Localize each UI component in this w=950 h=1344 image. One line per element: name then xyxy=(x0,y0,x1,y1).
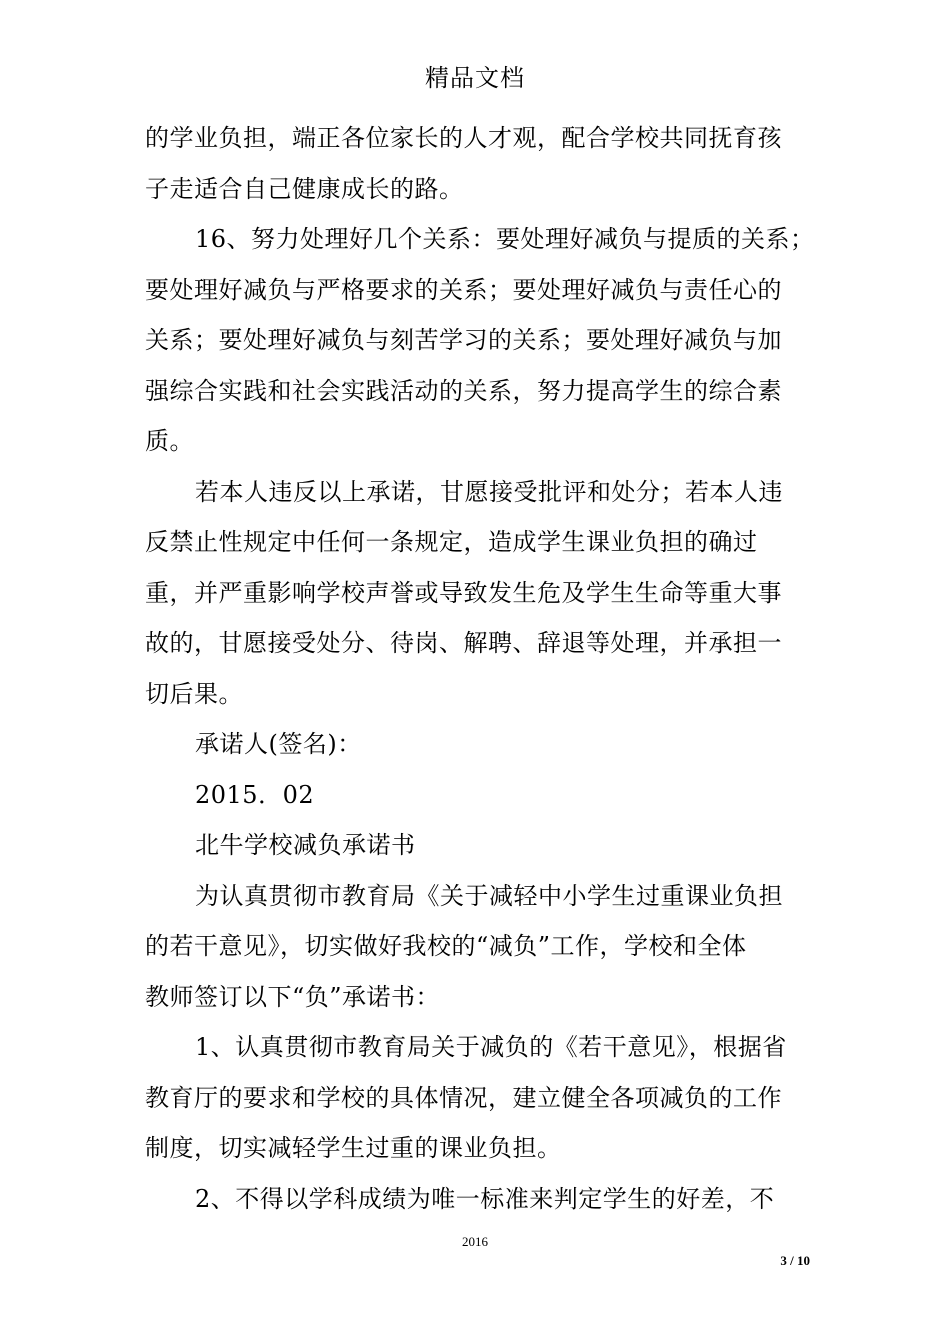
text-line: 强综合实践和社会实践活动的关系，努力提高学生的综合素 xyxy=(145,376,782,405)
text-line: 子走适合自己健康成长的路。 xyxy=(145,174,464,203)
section-title: 北牛学校减负承诺书 xyxy=(195,831,416,859)
text-line: 要处理好减负与严格要求的关系；要处理好减负与责任心的 xyxy=(145,275,782,304)
page-number: 3 / 10 xyxy=(780,1253,810,1268)
text-line: 重，并严重影响学校声誉或导致发生危及学生生命等重大事 xyxy=(145,578,782,607)
text-line: 1、认真贯彻市教育局关于减负的《若干意见》，根据省 xyxy=(195,1033,787,1061)
text-line: 2、不得以学科成绩为唯一标准来判定学生的好差，不 xyxy=(195,1184,775,1213)
text-line: 反禁止性规定中任何一条规定，造成学生课业负担的确过 xyxy=(145,528,758,556)
text-line: 质。 xyxy=(145,427,194,455)
text-line: 若本人违反以上承诺，甘愿接受批评和处分；若本人违 xyxy=(195,477,783,506)
page-header-title: 精品文档 xyxy=(425,64,525,92)
text-line: 故的，甘愿接受处分、待岗、解聘、辞退等处理，并承担一 xyxy=(145,629,782,657)
text-line: 教育厅的要求和学校的具体情况，建立健全各项减负的工作 xyxy=(145,1083,782,1112)
text-line: 制度，切实减轻学生过重的课业负担。 xyxy=(145,1134,562,1162)
text-line: 的若干意见》，切实做好我校的“减负”工作，学校和全体 xyxy=(145,932,747,960)
date-line: 2015．02 xyxy=(195,780,315,809)
signature-line: 承诺人(签名)： xyxy=(195,730,362,758)
text-line: 的学业负担，端正各位家长的人才观，配合学校共同抚育孩 xyxy=(145,124,782,152)
document-body xyxy=(145,113,815,1224)
text-line: 16、努力处理好几个关系：要处理好减负与提质的关系； xyxy=(195,225,815,253)
text-line: 教师签订以下“负”承诺书： xyxy=(145,982,441,1011)
footer-year: 2016 xyxy=(462,1234,488,1249)
text-line: 为认真贯彻市教育局《关于减轻中小学生过重课业负担 xyxy=(195,881,783,910)
text-line: 切后果。 xyxy=(145,679,243,708)
text-line: 关系；要处理好减负与刻苦学习的关系；要处理好减负与加 xyxy=(145,326,782,354)
